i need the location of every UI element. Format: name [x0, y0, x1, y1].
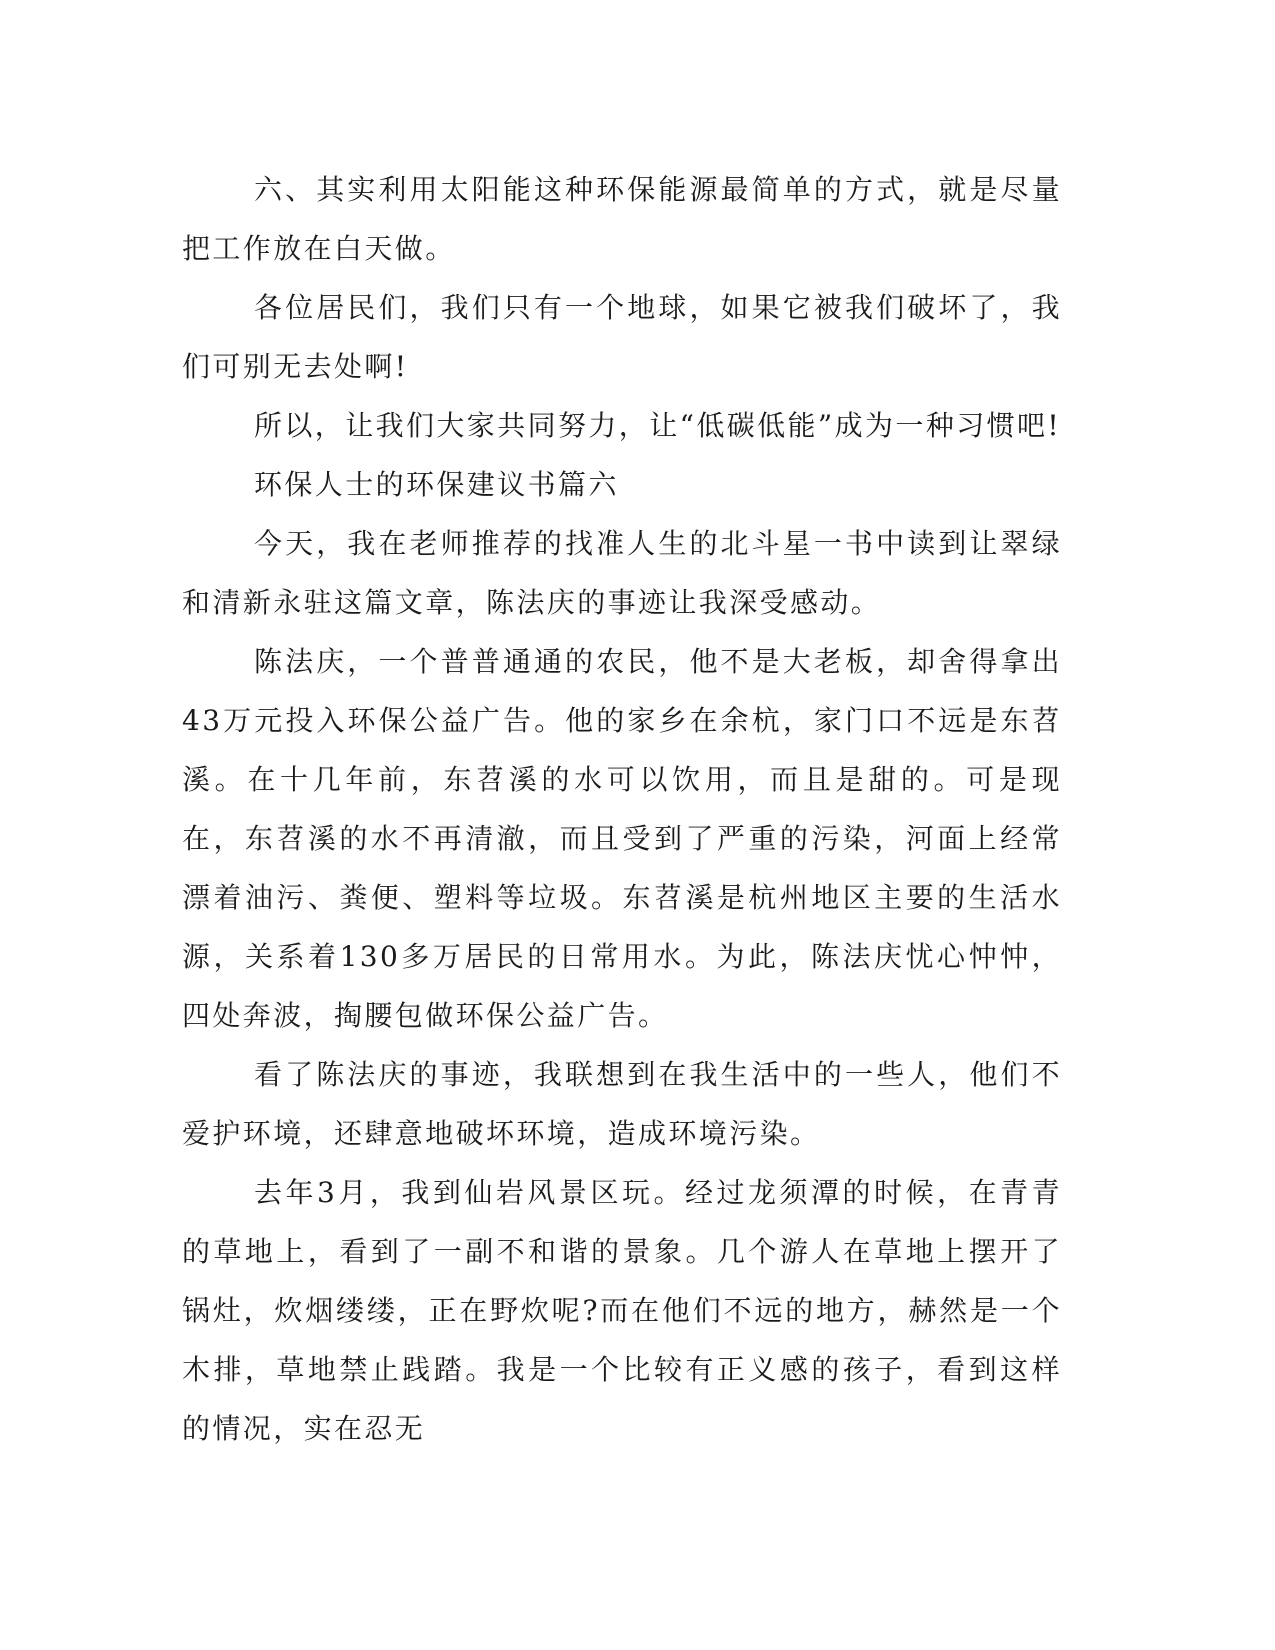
paragraph-one-earth: 各位居民们，我们只有一个地球，如果它被我们破坏了，我们可别无去处啊! — [182, 291, 1062, 383]
paragraph-chen-faqing: 陈法庆，一个普普通通的农民，他不是大老板，却舍得拿出43万元投入环保公益广告。他的家乡在余杭，家门口不远是东苕溪。在十几年前，东苕溪的水可以饮用，而且是甜的。可是现在，东苕溪的水不再清澈，而且受到了严重的污染，河面上经常漂着油污、粪便、塑料等垃圾。东苕溪是杭州地区主要的生活水源，关系着130多万居民的日常用水。为此，陈法庆忧心忡忡，四处奔波，掏腰包做环保公益广告。 — [182, 645, 1062, 1032]
document-body — [182, 160, 1062, 1458]
paragraph-solar-energy-tip: 六、其实利用太阳能这种环保能源最简单的方式，就是尽量把工作放在白天做。 — [182, 173, 1062, 265]
paragraph-reading-intro: 今天，我在老师推荐的找准人生的北斗星一书中读到让翠绿和清新永驻这篇文章，陈法庆的事迹让我深受感动。 — [182, 527, 1062, 619]
paragraph-xianyan-visit: 去年3月，我到仙岩风景区玩。经过龙须潭的时候，在青青的草地上，看到了一副不和谐的景象。几个游人在草地上摆开了锅灶，炊烟缕缕，正在野炊呢?而在他们不远的地方，赫然是一个木排，草地禁止践踏。我是一个比较有正义感的孩子，看到这样的情况，实在忍无 — [182, 1176, 1062, 1445]
paragraph-reflection: 看了陈法庆的事迹，我联想到在我生活中的一些人，他们不爱护环境，还肆意地破坏环境，造成环境污染。 — [182, 1058, 1062, 1150]
paragraph-low-carbon-habit: 所以，让我们大家共同努力，让“低碳低能”成为一种习惯吧! — [254, 409, 1062, 442]
section-heading: 环保人士的环保建议书篇六 — [254, 468, 619, 501]
